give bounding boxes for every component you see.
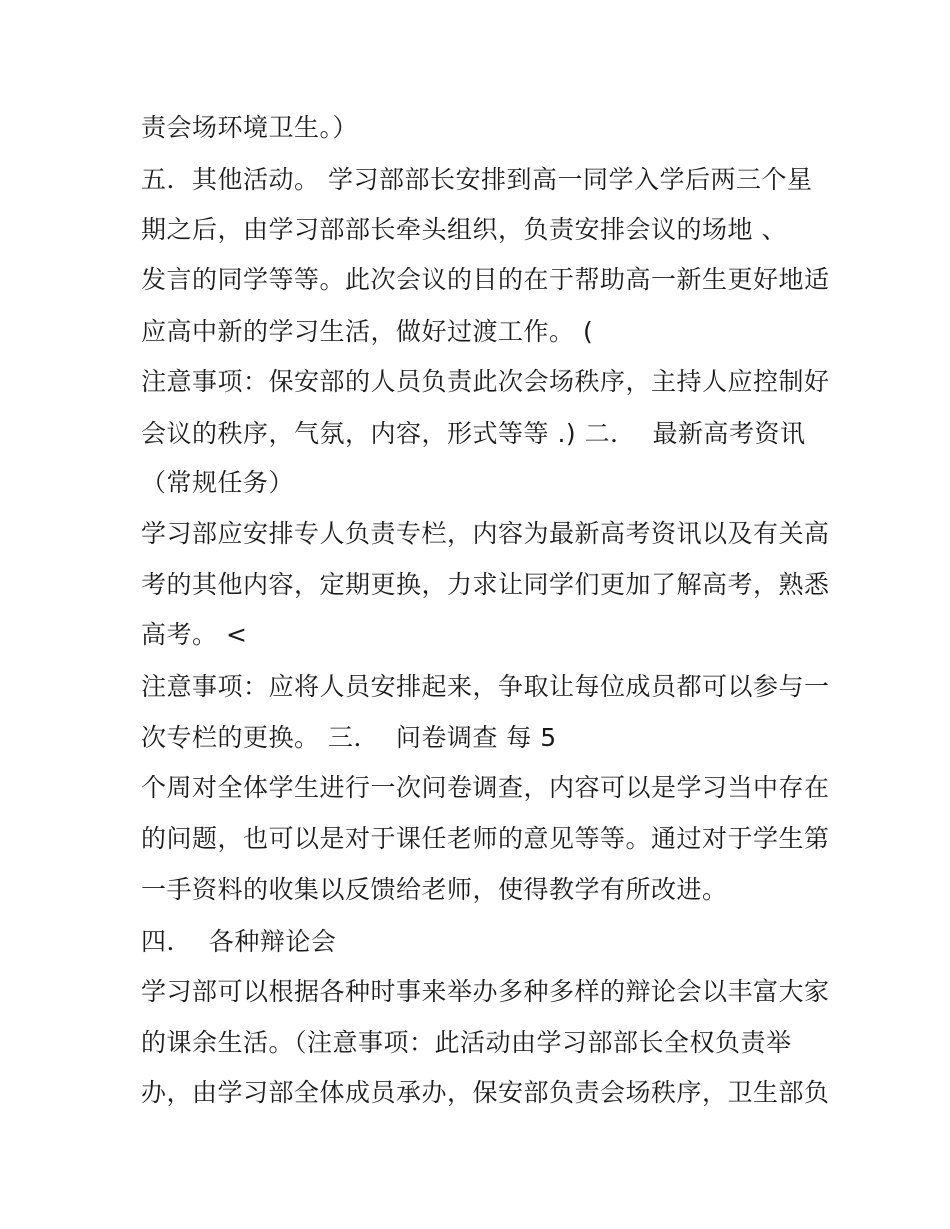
- text-line: 次专栏的更换。 三． 问卷调查 每 5: [141, 723, 557, 752]
- text-line: 的问题，也可以是对于课任老师的意见等等。通过对于学生第: [141, 824, 830, 853]
- text-line: 注意事项：保安部的人员负责此次会场秩序，主持人应控制好: [141, 367, 830, 396]
- text-line: 责会场环境卫生。）: [141, 113, 359, 142]
- text-line: 五．其他活动。 学习部部长安排到高一同学入学后两三个星: [141, 165, 813, 194]
- text-line: 注意事项：应将人员安排起来，争取让每位成员都可以参与一: [141, 672, 830, 701]
- text-line: 高考。 <: [141, 620, 248, 649]
- text-line: 应高中新的学习生活，做好过渡工作。 (: [141, 317, 594, 346]
- text-line: 的课余生活。（注意事项：此活动由学习部部长全权负责举: [141, 1028, 792, 1057]
- text-line: 考的其他内容，定期更换，力求让同学们更加了解高考，熟悉: [141, 570, 830, 599]
- text-line: 一手资料的收集以反馈给老师，使得教学有所改进。: [141, 875, 728, 904]
- text-line: 办，由学习部全体成员承办，保安部负责会场秩序，卫生部负: [141, 1078, 830, 1107]
- text-line: 发言的同学等等。此次会议的目的在于帮助高一新生更好地适: [141, 265, 830, 294]
- text-line: （常规任务）: [141, 468, 295, 497]
- text-line: 会议的秩序，气氛，内容，形式等等 .) 二． 最新高考资讯: [141, 419, 806, 448]
- text-line: 四． 各种辩论会: [141, 927, 337, 956]
- text-line: 期之后，由学习部部长牵头组织，负责安排会议的场地 、: [141, 215, 787, 244]
- text-line: 学习部应安排专人负责专栏，内容为最新高考资讯以及有关高: [141, 519, 830, 548]
- text-line: 学习部可以根据各种时事来举办多种多样的辩论会以丰富大家: [141, 977, 830, 1006]
- text-line: 个周对全体学生进行一次问卷调查，内容可以是学习当中存在: [141, 773, 830, 802]
